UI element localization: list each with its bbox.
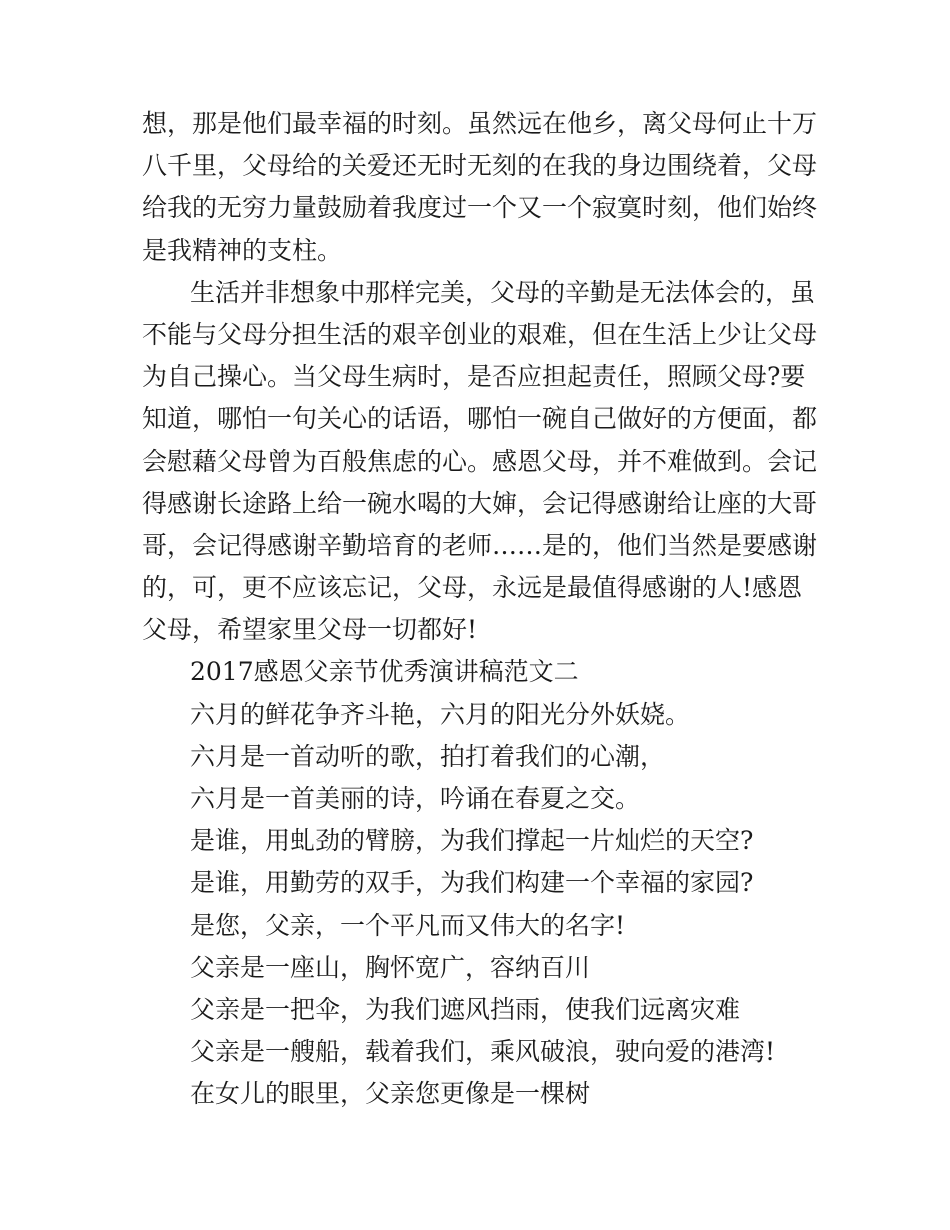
text-line: 哥，会记得感谢辛勤培育的老师……是的，他们当然是要感谢 bbox=[142, 530, 818, 560]
poem-line: 是谁，用勤劳的双手，为我们构建一个幸福的家园? bbox=[190, 868, 754, 898]
poem-line: 是您，父亲，一个平凡而又伟大的名字! bbox=[190, 910, 626, 940]
paragraph-start-line: 生活并非想象中那样完美，父母的辛勤是无法体会的，虽 bbox=[190, 277, 816, 307]
text-line: 八千里，父母给的关爱还无时无刻的在我的身边围绕着，父母 bbox=[142, 151, 818, 181]
text-line: 会慰藉父母曾为百般焦虑的心。感恩父母，并不难做到。会记 bbox=[142, 446, 818, 476]
poem-line: 六月是一首动听的歌，拍打着我们的心潮， bbox=[190, 741, 666, 771]
poem-line: 父亲是一座山，胸怀宽广，容纳百川 bbox=[190, 952, 591, 982]
poem-line: 六月的鲜花争齐斗艳，六月的阳光分外妖娆。 bbox=[190, 699, 691, 729]
poem-line: 父亲是一把伞，为我们遮风挡雨，使我们远离灾难 bbox=[190, 994, 741, 1024]
text-line: 的，可，更不应该忘记，父母，永远是最值得感谢的人!感恩 bbox=[142, 573, 803, 603]
text-line: 给我的无穷力量鼓励着我度过一个又一个寂寞时刻，他们始终 bbox=[142, 193, 818, 223]
document-body bbox=[142, 103, 818, 1116]
text-line: 父母，希望家里父母一切都好! bbox=[142, 615, 478, 645]
text-line: 是我精神的支柱。 bbox=[142, 235, 343, 265]
text-line: 想，那是他们最幸福的时刻。虽然远在他乡，离父母何止十万 bbox=[142, 109, 818, 138]
text-line: 得感谢长途路上给一碗水喝的大婶，会记得感谢给让座的大哥 bbox=[142, 488, 818, 518]
poem-line: 是谁，用虬劲的臂膀，为我们撑起一片灿烂的天空? bbox=[190, 826, 754, 856]
text-line: 为自己操心。当父母生病时，是否应担起责任，照顾父母?要 bbox=[142, 362, 806, 392]
poem-line: 在女儿的眼里，父亲您更像是一棵树 bbox=[190, 1079, 591, 1109]
text-line: 不能与父母分担生活的艰辛创业的艰难，但在生活上少让父母 bbox=[142, 319, 818, 349]
poem-line: 六月是一首美丽的诗，吟诵在春夏之交。 bbox=[190, 784, 641, 813]
section-heading: 2017感恩父亲节优秀演讲稿范文二 bbox=[190, 657, 579, 687]
poem-line: 父亲是一艘船，载着我们，乘风破浪，驶向爱的港湾! bbox=[190, 1037, 776, 1067]
text-line: 知道，哪怕一句关心的话语，哪怕一碗自己做好的方便面，都 bbox=[142, 404, 818, 434]
